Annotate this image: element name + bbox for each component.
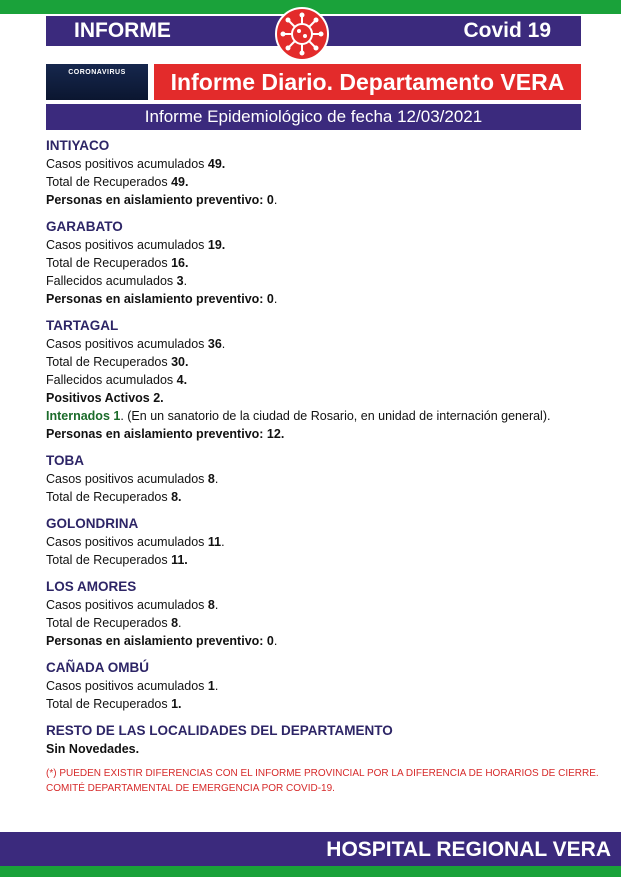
- aislamiento-line: Personas en aislamiento preventivo: 0.: [46, 193, 278, 207]
- recuperados-line: Total de Recuperados 49.: [46, 175, 189, 189]
- footer-hospital: HOSPITAL REGIONAL VERA: [0, 832, 621, 866]
- resto-title: RESTO DE LAS LOCALIDADES DEL DEPARTAMENTO: [46, 723, 393, 738]
- location-name: LOS AMORES: [46, 579, 137, 594]
- note-line: (*) PUEDEN EXISTIR DIFERENCIAS CON EL INFORME PROVINCIAL POR LA DIFERENCIA DE HORARIOS DE CIERRE.: [46, 768, 599, 779]
- recuperados-line: Total de Recuperados 8.: [46, 490, 182, 504]
- location-name: GOLONDRINA: [46, 516, 139, 531]
- casos-line: Casos positivos acumulados 8.: [46, 598, 219, 612]
- report-content: [46, 136, 606, 796]
- location-name: TOBA: [46, 453, 85, 468]
- casos-line: Casos positivos acumulados 11.: [46, 535, 225, 549]
- casos-line: Casos positivos acumulados 8.: [46, 472, 219, 486]
- location-toba: [46, 451, 606, 506]
- recuperados-line: Total de Recuperados 16.: [46, 256, 189, 270]
- aislamiento-line: Personas en aislamiento preventivo: 12.: [46, 427, 285, 441]
- location-intiyaco: [46, 136, 606, 209]
- thumbnail-text: CORONAVIRUS: [68, 69, 126, 76]
- location-golondrina: [46, 514, 606, 569]
- location-tartagal: [46, 316, 606, 443]
- location-canada-ombu: [46, 658, 606, 713]
- casos-line: Casos positivos acumulados 1.: [46, 679, 219, 693]
- location-garabato: [46, 217, 606, 308]
- location-name: CAÑADA OMBÚ: [46, 660, 149, 675]
- casos-line: Casos positivos acumulados 36.: [46, 337, 226, 351]
- location-name: GARABATO: [46, 219, 123, 234]
- resto-localidades: [46, 721, 606, 758]
- header-covid: Covid 19: [304, 16, 581, 46]
- recuperados-line: Total de Recuperados 1.: [46, 697, 182, 711]
- casos-line: Casos positivos acumulados 19.: [46, 238, 226, 252]
- location-name: INTIYACO: [46, 138, 110, 153]
- header-informe: INFORME: [46, 16, 290, 46]
- note-line: COMITÉ DEPARTAMENTAL DE EMERGENCIA POR COVID-19.: [46, 783, 335, 794]
- report-title: Informe Diario. Departamento VERA: [154, 64, 581, 100]
- location-los-amores: [46, 577, 606, 650]
- coronavirus-thumbnail: [46, 64, 148, 100]
- recuperados-line: Total de Recuperados 8.: [46, 616, 182, 630]
- aislamiento-line: Personas en aislamiento preventivo: 0.: [46, 292, 278, 306]
- recuperados-line: Total de Recuperados 11.: [46, 553, 188, 567]
- casos-line: Casos positivos acumulados 49.: [46, 157, 226, 171]
- fallecidos-line: Fallecidos acumulados 4.: [46, 373, 188, 387]
- fallecidos-line: Fallecidos acumulados 3.: [46, 274, 188, 288]
- location-name: TARTAGAL: [46, 318, 119, 333]
- aislamiento-line: Personas en aislamiento preventivo: 0.: [46, 634, 278, 648]
- bottom-green-bar: [0, 866, 621, 877]
- disclaimer-note: [46, 766, 606, 796]
- report-subtitle: Informe Epidemiológico de fecha 12/03/2021: [46, 104, 581, 130]
- activos-line: Positivos Activos 2.: [46, 391, 164, 405]
- recuperados-line: Total de Recuperados 30.: [46, 355, 189, 369]
- internados-line: Internados 1. (En un sanatorio de la ciudad de Rosario, en unidad de internación general).: [46, 409, 551, 423]
- virus-logo-icon: [275, 7, 329, 61]
- resto-text: Sin Novedades.: [46, 742, 140, 756]
